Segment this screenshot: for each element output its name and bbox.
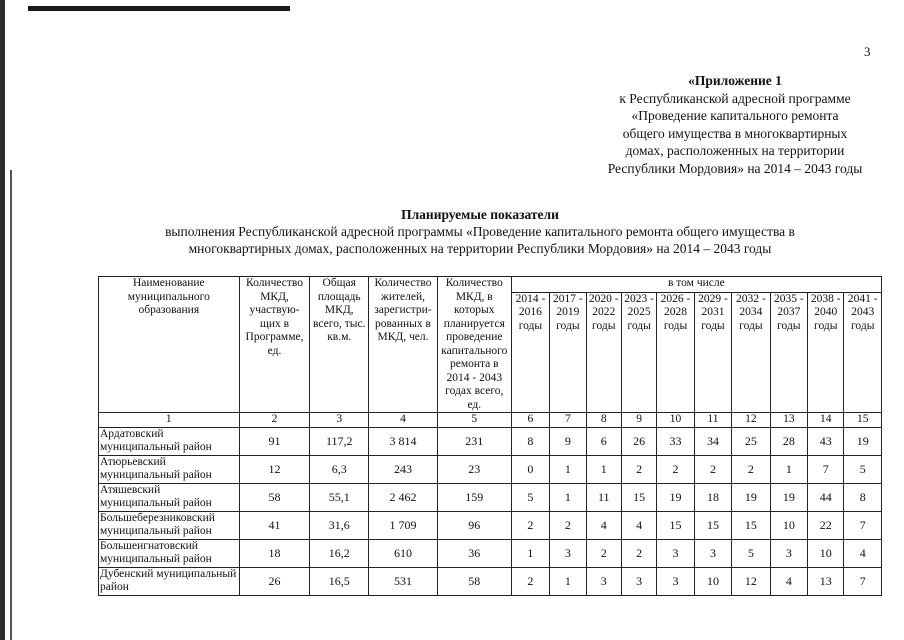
value-cell: 3 bbox=[586, 568, 621, 596]
heading-line: многоквартирных домах, расположенных на территории Республики Мордовия» на 2014 – 2043 годы bbox=[188, 241, 772, 256]
value-cell: 2 bbox=[657, 456, 694, 484]
value-cell: 58 bbox=[437, 568, 511, 596]
value-cell: 19 bbox=[732, 484, 770, 512]
column-number-cell: 10 bbox=[657, 413, 694, 428]
column-number-cell: 2 bbox=[239, 413, 310, 428]
value-cell: 2 462 bbox=[369, 484, 438, 512]
value-cell: 16,2 bbox=[310, 540, 369, 568]
value-cell: 43 bbox=[808, 428, 844, 456]
value-cell: 531 bbox=[369, 568, 438, 596]
column-number-cell: 3 bbox=[310, 413, 369, 428]
table-row bbox=[99, 540, 882, 568]
value-cell: 55,1 bbox=[310, 484, 369, 512]
column-number-cell: 4 bbox=[369, 413, 438, 428]
value-cell: 7 bbox=[808, 456, 844, 484]
column-number-cell: 7 bbox=[550, 413, 586, 428]
value-cell: 9 bbox=[550, 428, 586, 456]
scan-edge-left bbox=[0, 0, 5, 640]
column-number-cell: 1 bbox=[99, 413, 240, 428]
header-row bbox=[99, 277, 882, 293]
value-cell: 23 bbox=[437, 456, 511, 484]
value-cell: 2 bbox=[511, 512, 549, 540]
district-name-cell: Дубенский муниципальный район bbox=[99, 568, 240, 596]
value-cell: 3 bbox=[657, 568, 694, 596]
table-row bbox=[99, 512, 882, 540]
page-number: 3 bbox=[864, 44, 871, 59]
value-cell: 2 bbox=[694, 456, 731, 484]
value-cell: 25 bbox=[732, 428, 770, 456]
column-number-cell: 11 bbox=[694, 413, 731, 428]
period-header-cell: 2017 - 2019 годы bbox=[550, 292, 586, 412]
value-cell: 22 bbox=[808, 512, 844, 540]
value-cell: 13 bbox=[808, 568, 844, 596]
value-cell: 2 bbox=[550, 512, 586, 540]
header-cell: Количество МКД, участвую-щих в Программе, ед. bbox=[239, 277, 310, 413]
value-cell: 7 bbox=[844, 568, 882, 596]
value-cell: 3 814 bbox=[369, 428, 438, 456]
value-cell: 15 bbox=[732, 512, 770, 540]
value-cell: 28 bbox=[770, 428, 807, 456]
value-cell: 1 bbox=[550, 568, 586, 596]
value-cell: 3 bbox=[550, 540, 586, 568]
value-cell: 10 bbox=[770, 512, 807, 540]
value-cell: 243 bbox=[369, 456, 438, 484]
table-row bbox=[99, 456, 882, 484]
value-cell: 2 bbox=[621, 540, 656, 568]
value-cell: 5 bbox=[511, 484, 549, 512]
value-cell: 3 bbox=[770, 540, 807, 568]
value-cell: 19 bbox=[657, 484, 694, 512]
period-header-cell: 2029 - 2031 годы bbox=[694, 292, 731, 412]
header-cell: Общая площадь МКД, всего, тыс. кв.м. bbox=[310, 277, 369, 413]
value-cell: 1 bbox=[770, 456, 807, 484]
value-cell: 117,2 bbox=[310, 428, 369, 456]
value-cell: 0 bbox=[511, 456, 549, 484]
value-cell: 44 bbox=[808, 484, 844, 512]
value-cell: 6,3 bbox=[310, 456, 369, 484]
value-cell: 36 bbox=[437, 540, 511, 568]
period-header-cell: 2020 - 2022 годы bbox=[586, 292, 621, 412]
appendix-title: «Приложение 1 bbox=[688, 73, 782, 88]
period-header-cell: 2041 - 2043 годы bbox=[844, 292, 882, 412]
value-cell: 41 bbox=[239, 512, 310, 540]
appendix-line: Республики Мордовия» на 2014 – 2043 годы bbox=[607, 160, 863, 176]
scan-edge-left-inner bbox=[10, 170, 12, 640]
value-cell: 19 bbox=[844, 428, 882, 456]
column-number-cell: 13 bbox=[770, 413, 807, 428]
appendix-line: «Проведение капитального ремонта bbox=[631, 108, 839, 123]
value-cell: 18 bbox=[239, 540, 310, 568]
value-cell: 2 bbox=[621, 456, 656, 484]
value-cell: 26 bbox=[239, 568, 310, 596]
value-cell: 2 bbox=[586, 540, 621, 568]
district-name-cell: Атюрьевский муниципальный район bbox=[99, 456, 240, 484]
period-header-cell: 2038 - 2040 годы bbox=[808, 292, 844, 412]
value-cell: 231 bbox=[437, 428, 511, 456]
value-cell: 8 bbox=[844, 484, 882, 512]
table-row bbox=[99, 568, 882, 596]
value-cell: 10 bbox=[694, 568, 731, 596]
heading-line: выполнения Республиканской адресной программы «Проведение капитального ремонта общего имущества в bbox=[165, 224, 795, 239]
value-cell: 26 bbox=[621, 428, 656, 456]
value-cell: 15 bbox=[694, 512, 731, 540]
table-row bbox=[99, 428, 882, 456]
period-header-cell: 2032 - 2034 годы bbox=[732, 292, 770, 412]
value-cell: 91 bbox=[239, 428, 310, 456]
scan-edge-top bbox=[28, 6, 290, 11]
value-cell: 610 bbox=[369, 540, 438, 568]
value-cell: 5 bbox=[844, 456, 882, 484]
document-heading bbox=[100, 206, 860, 257]
value-cell: 6 bbox=[586, 428, 621, 456]
value-cell: 11 bbox=[586, 484, 621, 512]
value-cell: 1 bbox=[586, 456, 621, 484]
value-cell: 3 bbox=[657, 540, 694, 568]
value-cell: 34 bbox=[694, 428, 731, 456]
value-cell: 2 bbox=[511, 568, 549, 596]
value-cell: 3 bbox=[621, 568, 656, 596]
value-cell: 4 bbox=[844, 540, 882, 568]
group-header-cell: в том числе bbox=[511, 277, 881, 293]
district-name-cell: Атяшевский муниципальный район bbox=[99, 484, 240, 512]
value-cell: 3 bbox=[694, 540, 731, 568]
value-cell: 159 bbox=[437, 484, 511, 512]
value-cell: 5 bbox=[732, 540, 770, 568]
period-header-cell: 2035 - 2037 годы bbox=[770, 292, 807, 412]
column-number-row bbox=[99, 413, 882, 428]
value-cell: 4 bbox=[621, 512, 656, 540]
value-cell: 33 bbox=[657, 428, 694, 456]
value-cell: 15 bbox=[657, 512, 694, 540]
value-cell: 12 bbox=[239, 456, 310, 484]
indicators-table bbox=[98, 276, 882, 596]
period-header-cell: 2014 - 2016 годы bbox=[511, 292, 549, 412]
header-cell: Наименование муниципального образования bbox=[99, 277, 240, 413]
column-number-cell: 12 bbox=[732, 413, 770, 428]
value-cell: 4 bbox=[770, 568, 807, 596]
header-cell: Количество МКД, в которых планируется проведение капитального ремонта в 2014 - 2043 годах всего, ед. bbox=[437, 277, 511, 413]
value-cell: 1 bbox=[511, 540, 549, 568]
appendix-line: общего имущества в многоквартирных bbox=[622, 125, 848, 141]
column-number-cell: 5 bbox=[437, 413, 511, 428]
value-cell: 15 bbox=[621, 484, 656, 512]
value-cell: 2 bbox=[732, 456, 770, 484]
heading-title: Планируемые показатели bbox=[401, 207, 559, 222]
table-row bbox=[99, 484, 882, 512]
header-cell: Количество жителей, зарегистри-рованных в МКД, чел. bbox=[369, 277, 438, 413]
period-header-cell: 2026 - 2028 годы bbox=[657, 292, 694, 412]
column-number-cell: 6 bbox=[511, 413, 549, 428]
value-cell: 12 bbox=[732, 568, 770, 596]
value-cell: 4 bbox=[586, 512, 621, 540]
value-cell: 1 709 bbox=[369, 512, 438, 540]
district-name-cell: Ардатовский муниципальный район bbox=[99, 428, 240, 456]
value-cell: 7 bbox=[844, 512, 882, 540]
value-cell: 16,5 bbox=[310, 568, 369, 596]
period-header-cell: 2023 - 2025 годы bbox=[621, 292, 656, 412]
value-cell: 19 bbox=[770, 484, 807, 512]
column-number-cell: 15 bbox=[844, 413, 882, 428]
column-number-cell: 14 bbox=[808, 413, 844, 428]
value-cell: 10 bbox=[808, 540, 844, 568]
value-cell: 1 bbox=[550, 456, 586, 484]
value-cell: 1 bbox=[550, 484, 586, 512]
value-cell: 96 bbox=[437, 512, 511, 540]
value-cell: 31,6 bbox=[310, 512, 369, 540]
district-name-cell: Большеигнатовский муниципальный район bbox=[99, 540, 240, 568]
district-name-cell: Большеберезниковский муниципальный район bbox=[99, 512, 240, 540]
column-number-cell: 8 bbox=[586, 413, 621, 428]
column-number-cell: 9 bbox=[621, 413, 656, 428]
value-cell: 8 bbox=[511, 428, 549, 456]
appendix-line: к Республиканской адресной программе bbox=[619, 90, 851, 106]
value-cell: 58 bbox=[239, 484, 310, 512]
appendix-header bbox=[580, 72, 890, 177]
appendix-line: домах, расположенных на территории bbox=[625, 143, 845, 158]
value-cell: 18 bbox=[694, 484, 731, 512]
